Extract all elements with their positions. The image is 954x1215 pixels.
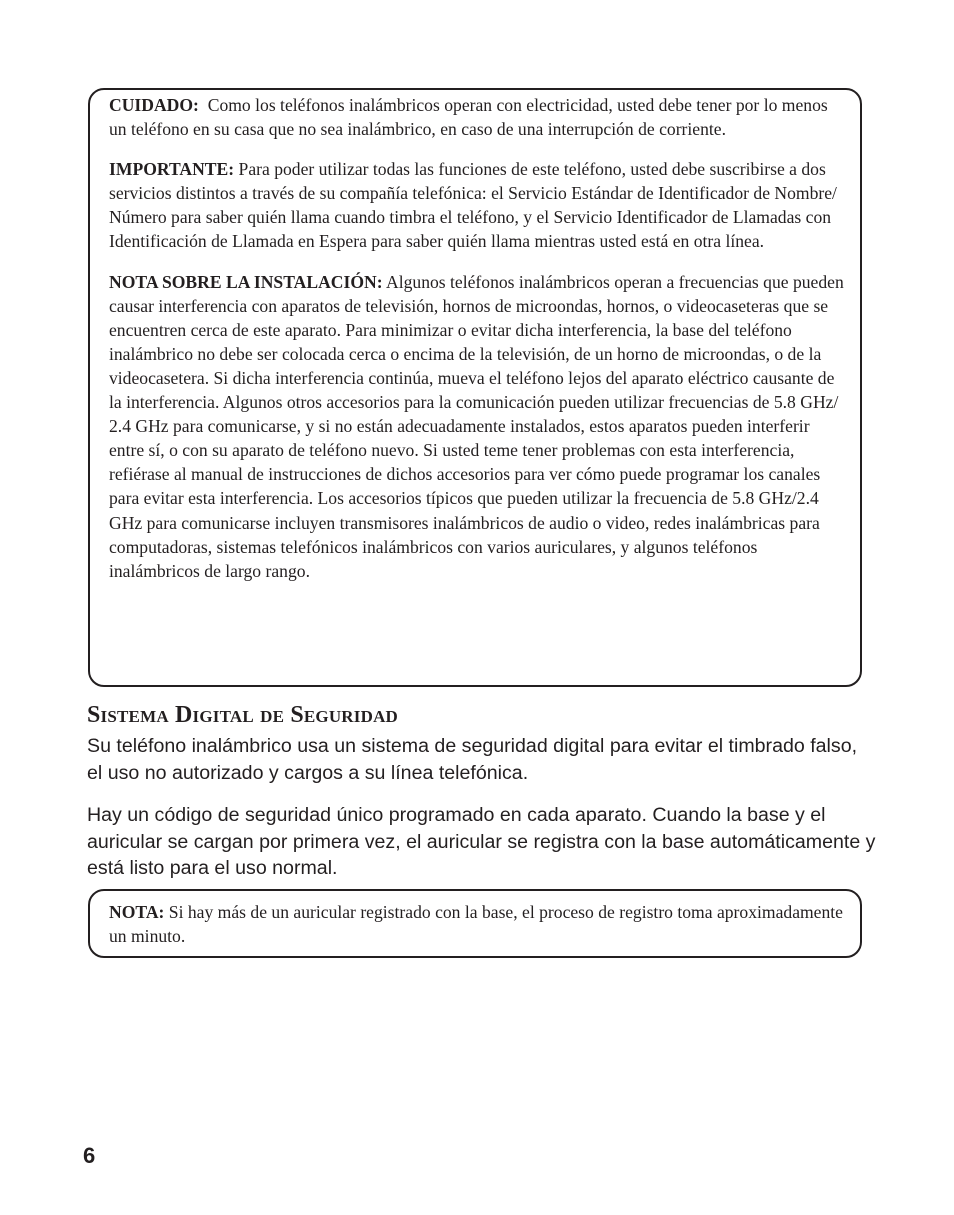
nota-paragraph xyxy=(109,900,848,948)
caution-notice-box xyxy=(88,88,862,687)
cuidado-label: CUIDADO: xyxy=(109,95,199,115)
section-paragraph-2: Hay un código de seguridad único programado en cada aparato. Cuando la base y el auricular se cargan por primera vez, el auricular se registra con la base automáticamente y está listo para el uso normal. xyxy=(87,804,876,879)
importante-label: IMPORTANTE: xyxy=(109,159,235,180)
cuidado-paragraph xyxy=(109,93,848,141)
nota-text: Si hay más de un auricular registrado con la base, el proceso de registro toma aproximadamente un minuto. xyxy=(109,902,843,947)
nota-label: NOTA: xyxy=(109,902,165,922)
cuidado-text: Como los teléfonos inalámbricos operan con electricidad, usted debe tener por lo menos un teléfono en su casa que no sea inalámbrico, en caso de una interrupción de corriente. xyxy=(109,95,828,140)
importante-paragraph xyxy=(109,157,848,253)
section-paragraph-1: Su teléfono inalámbrico usa un sistema de seguridad digital para evitar el timbrado falso, el uso no autorizado y cargos a su línea telefónica. xyxy=(87,735,858,784)
installation-note-label: NOTA SOBRE LA INSTALACIÓN: xyxy=(109,271,383,292)
importante-text: Para poder utilizar todas las funciones de este teléfono, usted debe suscribirse a dos servicios distintos a través de su compañía telefónica: el Servicio Estándar de Identificador de Nombre/ Número para saber quién llama cuando timbra el teléfono, y el Servicio Identificador de Llamadas con Identificación de Llamada en Espera para saber quién llama mientras usted está en otra línea. xyxy=(109,159,837,252)
installation-note-paragraph xyxy=(109,270,848,583)
section-title: Sistema Digital de Seguridad xyxy=(87,702,399,728)
installation-note-text: Algunos teléfonos inalámbricos operan a frecuencias que pueden causar interferencia con aparatos de televisión, hornos de microondas, hornos, o videocaseteras que se encuentren cerca de este aparato. Para minimizar o evitar dicha interferencia, la base del teléfono inalámbrico no debe ser colocada cerca o encima de la televisión, de un horno de microondas, o de la videocasetera. Si dicha interferencia continúa, mueva el teléfono lejos del aparato eléctrico causante de la interferencia. Algunos otros accesorios para la comunicación pueden utilizar frecuencias de 5.8 GHz/ 2.4 GHz para comunicarse, y si no están adecuadamente instalados, estos aparatos pueden interferir entre sí, o con su aparato de teléfono nuevo. Si usted teme tener problemas con esta interferencia, refiérase al manual de instrucciones de dichos accesorios para ver cómo puede programar los canales para evitar esta interferencia. Los accesorios típicos que pueden utilizar la frecuencia de 5.8 GHz/2.4 GHz para comunicarse incluyen transmisores inalámbricos de audio o video, redes inalámbricas para computadoras, sistemas telefónicos inalámbricos con varios auriculares, y algunos teléfonos inalámbricos de largo rango. xyxy=(109,271,844,581)
nota-notice-box xyxy=(88,889,862,958)
page-number: 6 xyxy=(83,1143,96,1168)
